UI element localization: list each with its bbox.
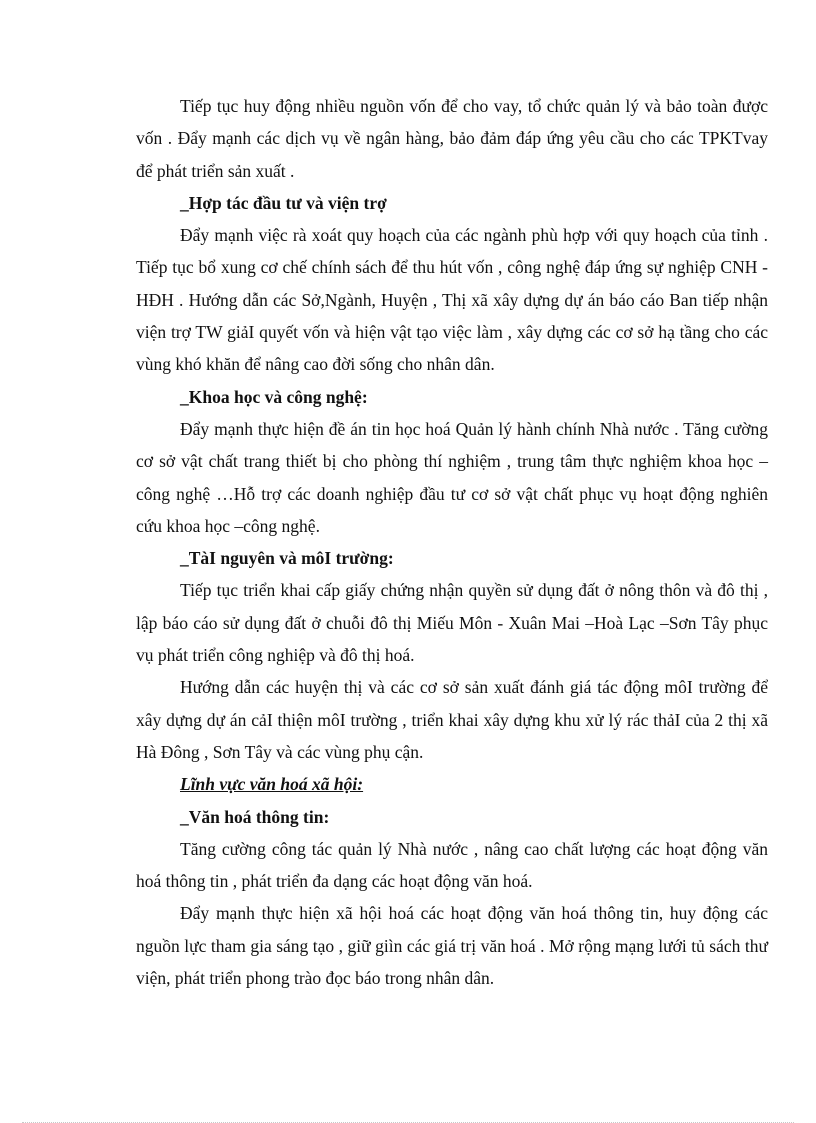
heading-science-technology: _Khoa học và công nghệ: [180, 386, 368, 407]
paragraph-state-management: Tăng cường công tác quản lý Nhà nước , nâng cao chất lượng các hoạt động văn hoá thông tin , phát triển đa dạng các hoạt động văn hoá. [136, 838, 768, 892]
section-heading-culture-society: Lĩnh vực văn hoá xã hội: [180, 774, 364, 795]
paragraph-planning-review: Đẩy mạnh việc rà xoát quy hoạch của các ngành phù hợp với quy hoạch của tỉnh . Tiếp tục bổ xung cơ chế chính sách để thu hút vốn , công nghệ đáp ứng sự nghiệp CNH - HĐH . Hướng dẫn các Sở,Ngành, Huyện , Thị xã xây dựng dự án báo cáo Ban tiếp nhận viện trợ TW giảI quyết vốn và hiện vật tạo việc làm , xây dựng các cơ sở hạ tầng cho các vùng khó khăn để nâng cao đời sống cho nhân dân. [136, 225, 768, 375]
heading-culture-information: _Văn hoá thông tin: [180, 806, 330, 827]
heading-resources-environment: _TàI nguyên và môI trường: [180, 548, 394, 569]
heading-investment-cooperation: _Hợp tác đầu tư và viện trợ [180, 192, 387, 213]
paragraph-it-administration: Đẩy mạnh thực hiện đề án tin học hoá Quản lý hành chính Nhà nước . Tăng cường cơ sở vật chất trang thiết bị cho phòng thí nghiệm , trung tâm thực nghiệm khoa học –công nghệ …Hỗ trợ các doanh nghiệp đầu tư cơ sở vật chất phục vụ hoạt động nghiên cứu khoa học –công nghệ. [136, 418, 768, 536]
paragraph-environment-impact: Hướng dẫn các huyện thị và các cơ sở sản xuất đánh giá tác động môI trường để xây dựng dự án cảI thiện môI trường , triển khai xây dựng khu xử lý rác thảI của 2 thị xã Hà Đông , Sơn Tây và các vùng phụ cận. [136, 677, 768, 762]
paragraph-credit-mobilization: Tiếp tục huy động nhiều nguồn vốn để cho vay, tổ chức quản lý và bảo toàn được vốn . Đẩy mạnh các dịch vụ về ngân hàng, bảo đảm đáp ứng yêu cầu cho các TPKTvay để phát triển sản xuất . [136, 96, 768, 181]
paragraph-socialization: Đẩy mạnh thực hiện xã hội hoá các hoạt động văn hoá thông tin, huy động các nguồn lực tham gia sáng tạo , giữ giìn các giá trị văn hoá . Mở rộng mạng lưới tủ sách thư viện, phát triển phong trào đọc báo trong nhân dân. [136, 903, 768, 989]
paragraph-land-certificates: Tiếp tục triển khai cấp giấy chứng nhận quyền sử dụng đất ở nông thôn và đô thị , lập báo cáo sử dụng đất ở chuỗi đô thị Miếu Môn - Xuân Mai –Hoà Lạc –Sơn Tây phục vụ phát triển công nghiệp và đô thị hoá. [136, 580, 768, 666]
document-body [136, 90, 768, 994]
